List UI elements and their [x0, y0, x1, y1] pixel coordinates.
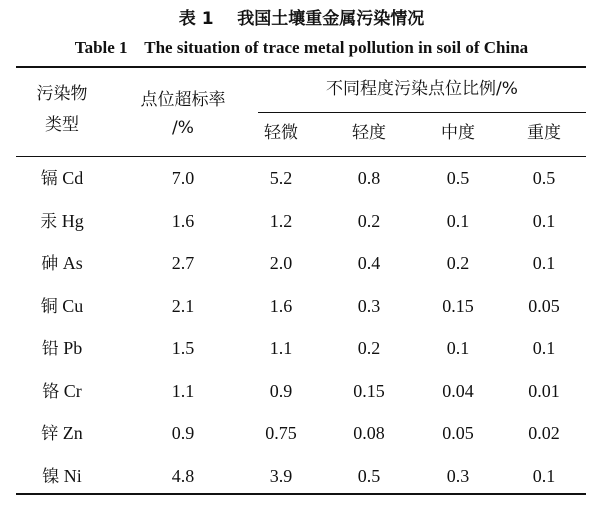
pollutant-chinese-name: 汞 — [40, 211, 58, 232]
degree-moderate-cell: 0.04 — [442, 380, 474, 401]
pollutant-chinese-name: 砷 — [41, 254, 59, 274]
exceed-rate-cell: 0.9 — [171, 423, 195, 443]
table-caption-english: Table 1 The situation of trace metal pollution in soil of China — [74, 38, 529, 57]
degree-mild-cell: 0.3 — [357, 295, 381, 316]
pollutant-chinese-name: 铬 — [42, 381, 60, 402]
degree-severe-cell: 0.1 — [532, 210, 556, 231]
degree-severe-cell: 0.02 — [528, 423, 560, 443]
degree-severe-cell: 0.1 — [532, 465, 556, 486]
pollutant-name-cell — [16, 336, 108, 361]
pollutant-name-cell — [16, 294, 108, 319]
exceed-rate-cell: 2.1 — [171, 295, 195, 316]
degree-slight-cell: 0.9 — [269, 380, 293, 401]
pollutant-symbol: Zn — [62, 423, 83, 443]
pollutant-symbol: Ni — [63, 465, 82, 486]
pollutant-symbol: Cr — [63, 380, 82, 401]
pollutant-chinese-name: 铜 — [40, 296, 58, 317]
header-degree-slight: 轻微 — [264, 123, 298, 143]
pollutant-symbol: Pb — [63, 338, 83, 358]
degree-severe-cell: 0.1 — [532, 338, 556, 358]
degree-moderate-cell: 0.3 — [446, 465, 470, 486]
pollutant-symbol: Cd — [62, 168, 84, 188]
degree-slight-cell: 1.2 — [269, 210, 293, 231]
pollutant-name-cell — [16, 166, 108, 191]
degree-group-rule — [258, 112, 586, 113]
degree-moderate-cell: 0.2 — [446, 253, 470, 273]
degree-severe-cell: 0.5 — [532, 168, 556, 188]
degree-severe-cell: 0.1 — [532, 253, 556, 273]
header-degree-severe: 重度 — [527, 123, 561, 143]
header-pollutant-line1: 污染物 — [36, 84, 88, 104]
pollutant-symbol: As — [62, 253, 83, 273]
degree-mild-cell: 0.4 — [357, 253, 381, 273]
degree-slight-cell: 1.1 — [269, 338, 293, 358]
table-caption-chinese: 表 1 我国土壤重金属污染情况 — [178, 9, 425, 29]
exceed-rate-cell: 1.5 — [171, 338, 195, 358]
degree-mild-cell: 0.2 — [357, 210, 381, 231]
degree-slight-cell: 1.6 — [269, 295, 293, 316]
degree-mild-cell: 0.15 — [353, 380, 385, 401]
degree-slight-cell: 3.9 — [269, 465, 293, 486]
degree-slight-cell: 0.75 — [265, 423, 297, 443]
degree-mild-cell: 0.2 — [357, 338, 381, 358]
pollutant-symbol: Cu — [62, 295, 84, 316]
degree-severe-cell: 0.01 — [528, 380, 560, 401]
pollutant-chinese-name: 锌 — [41, 424, 59, 444]
header-degree-moderate: 中度 — [441, 123, 475, 143]
pollutant-symbol: Hg — [61, 210, 84, 231]
exceed-rate-cell: 2.7 — [171, 253, 195, 273]
exceed-rate-cell: 7.0 — [171, 168, 195, 188]
degree-slight-cell: 5.2 — [269, 168, 293, 188]
header-degree-group: 不同程度污染点位比例/% — [326, 79, 518, 99]
degree-slight-cell: 2.0 — [269, 253, 293, 273]
degree-mild-cell: 0.08 — [353, 423, 385, 443]
header-degree-mild: 轻度 — [352, 123, 386, 143]
degree-mild-cell: 0.8 — [357, 168, 381, 188]
exceed-rate-cell: 1.6 — [171, 210, 195, 231]
pollutant-name-cell — [16, 209, 108, 234]
pollutant-name-cell — [16, 464, 108, 489]
degree-moderate-cell: 0.15 — [442, 295, 474, 316]
degree-moderate-cell: 0.1 — [446, 210, 470, 231]
table-top-rule — [16, 66, 586, 68]
pollutant-name-cell — [16, 421, 108, 446]
pollutant-chinese-name: 镉 — [40, 169, 58, 189]
pollutant-name-cell — [16, 251, 108, 276]
degree-moderate-cell: 0.5 — [446, 168, 470, 188]
header-exceed-rate-line2: /% — [172, 118, 194, 138]
pollutant-chinese-name: 铅 — [41, 339, 59, 359]
pollutant-name-cell — [16, 379, 108, 404]
pollutant-chinese-name: 镍 — [42, 466, 60, 487]
exceed-rate-cell: 4.8 — [171, 465, 195, 486]
exceed-rate-cell: 1.1 — [171, 380, 195, 401]
header-bottom-rule — [16, 156, 586, 157]
header-exceed-rate-line1: 点位超标率 — [140, 90, 226, 110]
degree-moderate-cell: 0.1 — [446, 338, 470, 358]
header-pollutant-line2: 类型 — [45, 115, 79, 135]
degree-severe-cell: 0.05 — [528, 295, 560, 316]
table-bottom-rule — [16, 493, 586, 495]
degree-mild-cell: 0.5 — [357, 465, 381, 486]
degree-moderate-cell: 0.05 — [442, 423, 474, 443]
